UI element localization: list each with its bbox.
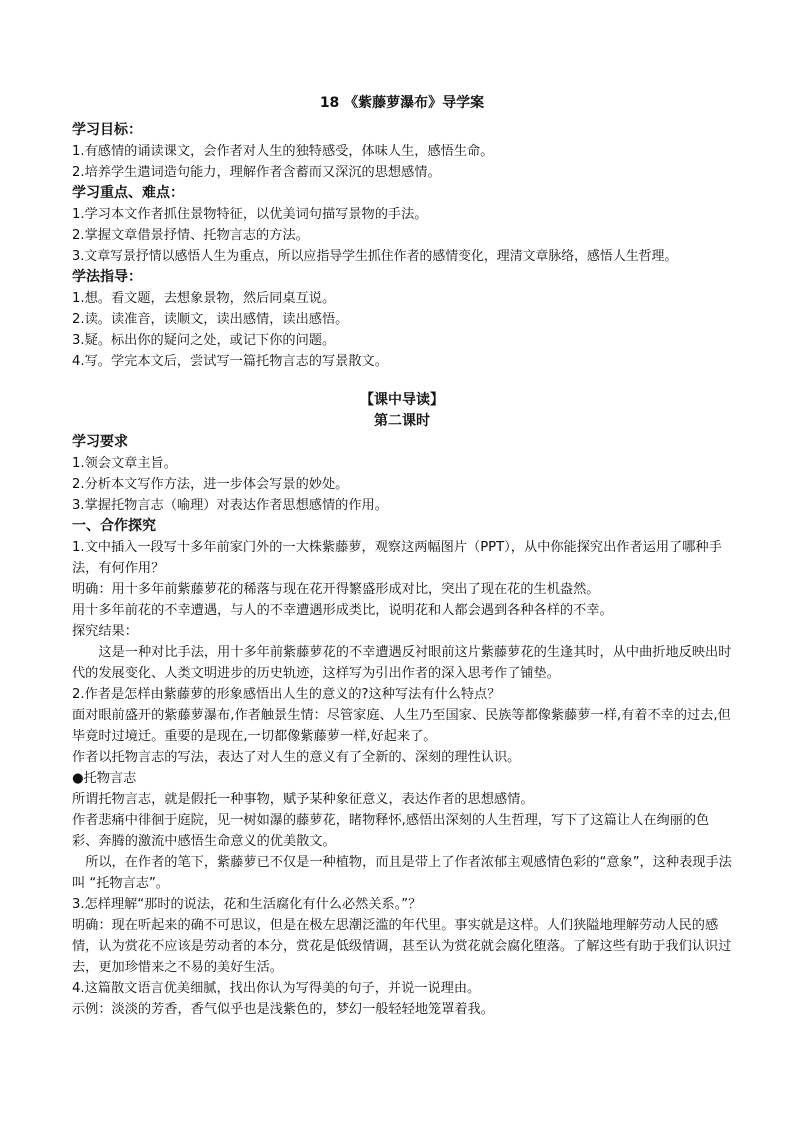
definition-2: 作者悲痛中徘徊于庭院，见一树如瀑的藤萝花，睹物释怀,感悟出深刻的人生哲理，写下了这篇让人在绚丽的色彩、奔腾的激流中感悟生命意义的优美散文。 [72, 813, 710, 849]
example: 示例：淡淡的芳香，香气似乎也是浅紫色的，梦幻一般轻轻地笼罩着我。 [72, 1002, 494, 1017]
method-heading: 学法指导： [72, 269, 142, 285]
goal-item: 1.有感情的诵读课文，会作者对人生的独特感受，体味人生，感悟生命。 [72, 144, 494, 159]
key-points-heading: 学习重点、难点： [72, 185, 184, 201]
method-item: 1.想。看文题，去想象景物，然后同桌互说。 [72, 291, 336, 306]
explore-heading: 一、合作探究 [72, 518, 156, 534]
requirement-item: 2.分析本文写作方法，进一步体会写景的妙处。 [72, 477, 349, 492]
document-title: 18 《紫藤萝瀑布》导学案 [319, 95, 485, 111]
question-3: 3.怎样理解“那时的说法，花和生活腐化有什么必然关系。”？ [72, 897, 422, 912]
key-point-item: 1.学习本文作者抓住景物特征，以优美词句描写景物的手法。 [72, 207, 428, 222]
question-2: 2.作者是怎样由紫藤萝的形象感悟出人生的意义的?这种写法有什么特点？ [72, 687, 501, 702]
answer-2: 面对眼前盛开的紫藤萝瀑布,作者触景生情：尽管家庭、人生乃至国家、民族等都像紫藤萝一样,有着不幸的过去,但毕竟时过境迁。重要的是现在,一切都像紫藤萝一样,好起来了。 [72, 708, 731, 744]
key-point-item: 3.文章写景抒情以感悟人生为重点，所以应指导学生抓住作者的感情变化，理清文章脉络，感悟人生哲理。 [72, 249, 678, 264]
document-page [72, 93, 732, 1020]
method-item: 2.读。读准音，读顺文，读出感情，读出感悟。 [72, 312, 349, 327]
answer-1b: 用十多年前花的不幸遭遇，与人的不幸遭遇形成类比，说明花和人都会遇到各种各样的不幸。 [72, 603, 613, 618]
requirements-heading: 学习要求 [72, 434, 128, 450]
goals-heading: 学习目标： [72, 122, 142, 138]
result-text: 这是一种对比手法，用十多年前紫藤萝花的不幸遭遇反衬眼前这片紫藤萝花的生逢其时，从中曲折地反映出时代的发展变化、人类文明进步的历史轨迹，这样写为引出作者的深入思考作了铺垫。 [72, 645, 732, 681]
method-item: 4.写。学完本文后，尝试写一篇托物言志的写景散文。 [72, 354, 388, 369]
lesson-title: 第二课时 [374, 413, 430, 429]
section-title: 【课中导读】 [360, 392, 444, 408]
definition-3: 所以，在作者的笔下，紫藤萝已不仅是一种植物，而且是带上了作者浓郁主观感情色彩的“意象”，这种表现手法叫 “托物言志”。 [72, 855, 732, 891]
requirement-item: 3.掌握托物言志（喻理）对表达作者思想感情的作用。 [72, 498, 388, 513]
requirement-item: 1.领会文章主旨。 [72, 456, 177, 471]
key-point-item: 2.掌握文章借景抒情、托物言志的方法。 [72, 228, 309, 243]
answer-3: 明确：现在听起来的确不可思议，但是在极左思潮泛滥的年代里。事实就是这样。人们狭隘地理解劳动人民的感情，认为赏花不应该是劳动者的本分，赏花是低级情调，甚至认为赏花就会腐化堕落。了解这些有助于我们认识过去，更加珍惜来之不易的美好生活。 [72, 918, 732, 975]
question-1: 1.文中插入一段写十多年前家门外的一大株紫藤萝，观察这两幅图片（PPT），从中你能探究出作者运用了哪种手法，有何作用？ [72, 540, 722, 576]
result-label: 探究结果： [72, 624, 138, 639]
question-4: 4.这篇散文语言优美细腻，找出你认为写得美的句子，并说一说理由。 [72, 981, 481, 996]
goal-item: 2.培养学生遣词造句能力，理解作者含蓄而又深沉的思想感情。 [72, 165, 441, 180]
bullet-heading: ●托物言志 [72, 771, 137, 786]
method-item: 3.疑。标出你的疑问之处，或记下你的问题。 [72, 333, 336, 348]
definition: 所谓托物言志，就是假托一种事物，赋予某种象征意义，表达作者的思想感情。 [72, 792, 534, 807]
answer-2b: 作者以托物言志的写法，表达了对人生的意义有了全新的、深刻的理性认识。 [72, 750, 521, 765]
answer-1: 明确：用十多年前紫藤萝花的稀落与现在花开得繁盛形成对比，突出了现在花的生机盎然。 [72, 582, 600, 597]
